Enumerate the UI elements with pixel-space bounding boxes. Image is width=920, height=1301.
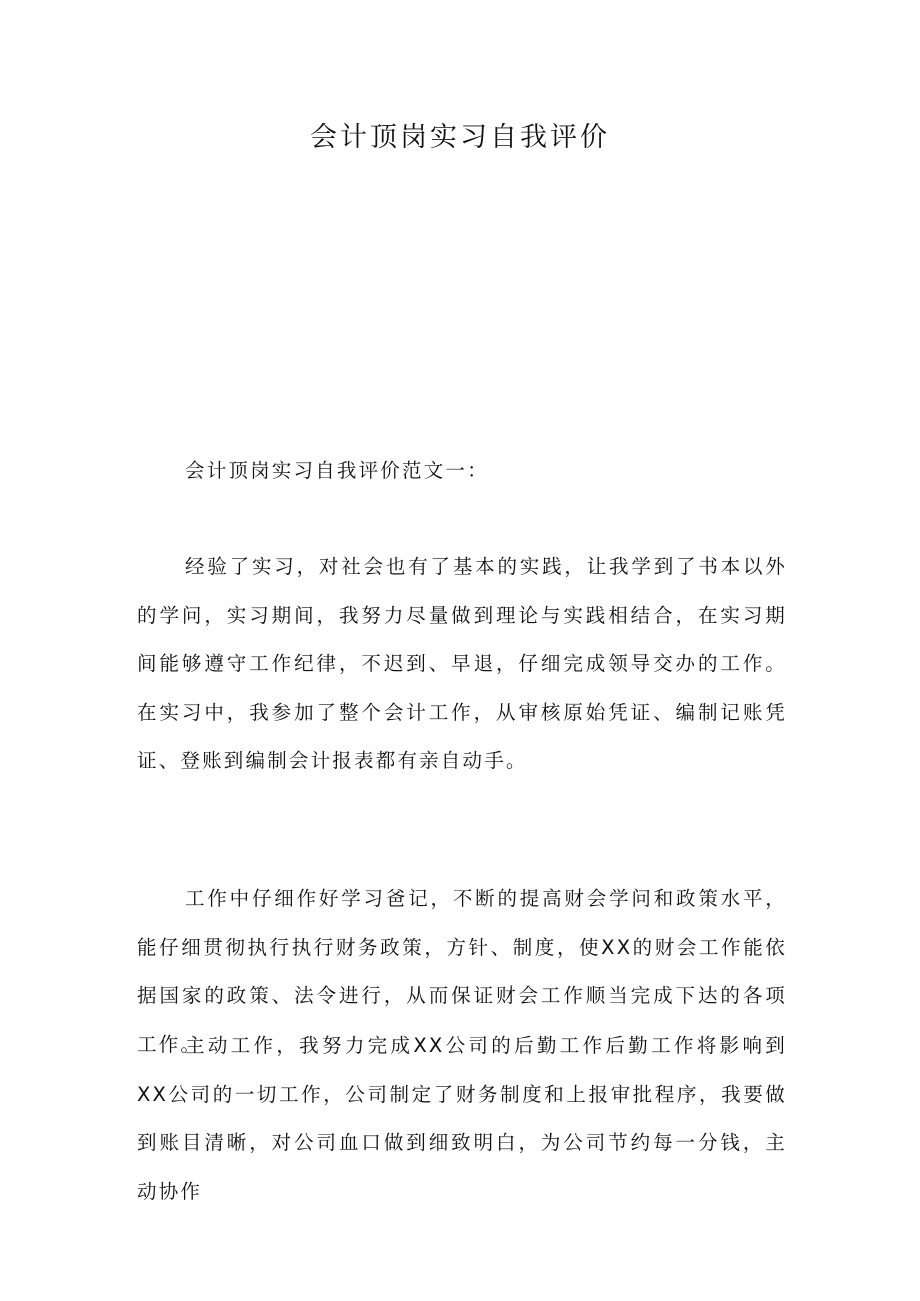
document-title: 会计顶岗实习自我评价: [310, 122, 610, 153]
paragraph-1: 经验了实习，对社会也有了基本的实践，让我学到了书本以外的学问，实习期间，我努力尽量做到理论与实践相结合，在实习期间能够遵守工作纪律，不迟到、早退，仔细完成领导交办的工作。在实习中，我参加了整个会计工作，从审核原始凭证、编制记账凭证、登账到编制会计报表都有亲自动手。: [137, 555, 787, 772]
paragraph-2: 工作中仔细作好学习爸记，不断的提高财会学问和政策水平，能仔细贯彻执行执行财务政策，方针、制度，使XX的财会工作能依据国家的政策、法令进行，从而保证财会工作顺当完成下达的各项工作。: [137, 887, 787, 1056]
section-heading: 会计顶岗实习自我评价范文一：: [185, 459, 489, 482]
paragraph-3: 主动工作，我努力完成XX公司的后勤工作后勤工作将影响到XX公司的一切工作，公司制定了财务制度和上报审批程序，我要做到账目清晰，对公司血口做到细致明白，为公司节约每一分钱，主动协作: [137, 1034, 787, 1203]
